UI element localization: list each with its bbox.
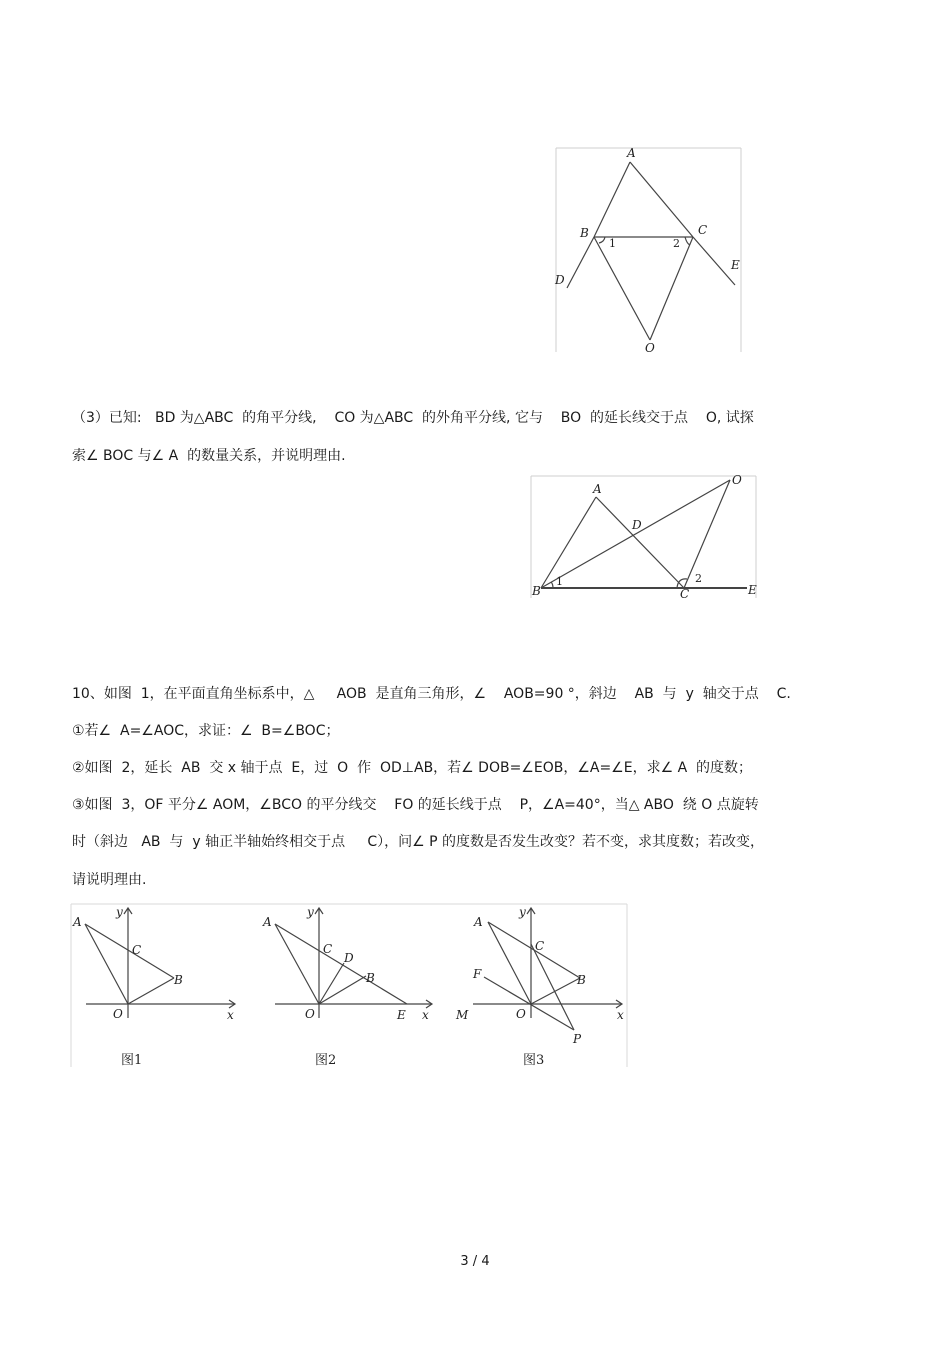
label-x: x: [227, 1008, 234, 1022]
label-a: A: [73, 915, 82, 929]
segment-ab: [85, 924, 174, 978]
label-x: x: [422, 1008, 429, 1022]
q10-line-5: 时（斜边 AB 与 y 轴正半轴始终相交于点 C），问∠ P 的度数是否发生改变？若不变，求其度数；若改变，: [72, 834, 764, 850]
label-e: E: [397, 1008, 406, 1022]
coord-fig-1: [72, 905, 235, 1068]
segment-ac: [596, 497, 684, 588]
label-e: E: [731, 258, 740, 272]
label-o: O: [645, 341, 655, 355]
label-b: B: [577, 973, 586, 987]
segment-co: [650, 237, 693, 340]
label-a: A: [593, 482, 602, 496]
segment-ac: [630, 162, 693, 237]
coord-fig-2: [262, 905, 432, 1068]
q10-line-1: 10、如图 1，在平面直角坐标系中，△ AOB 是直角三角形，∠ AOB=90 °，斜边 AB 与 y 轴交于点 C.: [72, 686, 791, 702]
label-e: E: [748, 583, 757, 597]
figure-external-bisector: [529, 474, 759, 602]
label-d: D: [632, 518, 642, 532]
page-number: 3 / 4: [460, 1254, 490, 1269]
q10-line-2: ①若∠ A=∠AOC，求证：∠ B=∠BOC；: [72, 723, 340, 739]
label-o: O: [305, 1007, 315, 1021]
q10-line-3: ②如图 2，延长 AB 交 x 轴于点 E，过 O 作 OD⊥AB，若∠ DOB=∠EOB，∠A=∠E，求∠ A 的度数；: [72, 760, 753, 776]
segment-ob: [319, 976, 366, 1004]
q10-line-6: 请说明理由.: [72, 872, 147, 888]
q10-line-4: ③如图 3，OF 平分∠ AOM，∠BCO 的平分线交 FO 的延长线于点 P，∠A=40°，当△ ABO 绕 O 点旋转: [72, 797, 759, 813]
angle-arc-2: [685, 237, 690, 245]
figure-kite-abco: [553, 145, 745, 355]
q3-line-1: （3）已知: BD 为△ABC 的角平分线, CO 为△ABC 的外角平分线, 它与 BO 的延长线交于点 O, 试探: [72, 410, 754, 426]
segment-ao: [275, 924, 319, 1004]
label-b: B: [174, 973, 183, 987]
label-d: D: [344, 951, 354, 965]
caption-fig-3: 图3: [523, 1053, 545, 1068]
label-angle-1: 1: [556, 575, 563, 588]
label-angle-2: 2: [673, 237, 680, 250]
label-o: O: [732, 473, 742, 487]
label-p: P: [573, 1032, 582, 1046]
label-o: O: [516, 1007, 526, 1021]
coord-fig-3: [455, 905, 624, 1068]
segment-ab: [541, 497, 596, 588]
label-m: M: [456, 1008, 469, 1022]
segment-od: [319, 963, 344, 1004]
segment-ab: [594, 162, 630, 237]
label-f: F: [473, 967, 482, 981]
segment-ao: [85, 924, 128, 1004]
segment-ae: [275, 924, 407, 1004]
label-a: A: [263, 915, 272, 929]
label-y: y: [116, 905, 123, 919]
label-b: B: [580, 226, 589, 240]
label-c: C: [132, 943, 142, 957]
caption-fig-2: 图2: [315, 1053, 337, 1068]
label-a: A: [627, 146, 636, 160]
label-angle-1: 1: [609, 237, 616, 250]
caption-fig-1: 图1: [121, 1053, 143, 1068]
label-a: A: [474, 915, 483, 929]
label-y: y: [307, 905, 314, 919]
label-b: B: [366, 971, 375, 985]
label-c: C: [535, 939, 545, 953]
label-x: x: [617, 1008, 624, 1022]
label-c: C: [698, 223, 708, 237]
angle-arc-1: [599, 237, 605, 243]
segment-ce: [693, 237, 735, 285]
label-o: O: [113, 1007, 123, 1021]
segment-ob: [128, 978, 174, 1004]
q3-line-2: 索∠ BOC 与∠ A 的数量关系，并说明理由.: [72, 448, 346, 464]
figure-coordinate-triangles: [70, 902, 630, 1072]
label-c: C: [323, 942, 333, 956]
label-y: y: [519, 905, 526, 919]
segment-ob: [531, 978, 580, 1004]
segment-bd: [567, 237, 594, 288]
label-c: C: [680, 587, 690, 601]
segment-bo: [594, 237, 650, 340]
segment-co: [684, 480, 730, 588]
label-b: B: [532, 584, 541, 598]
label-angle-2: 2: [695, 572, 702, 585]
label-d: D: [555, 273, 565, 287]
